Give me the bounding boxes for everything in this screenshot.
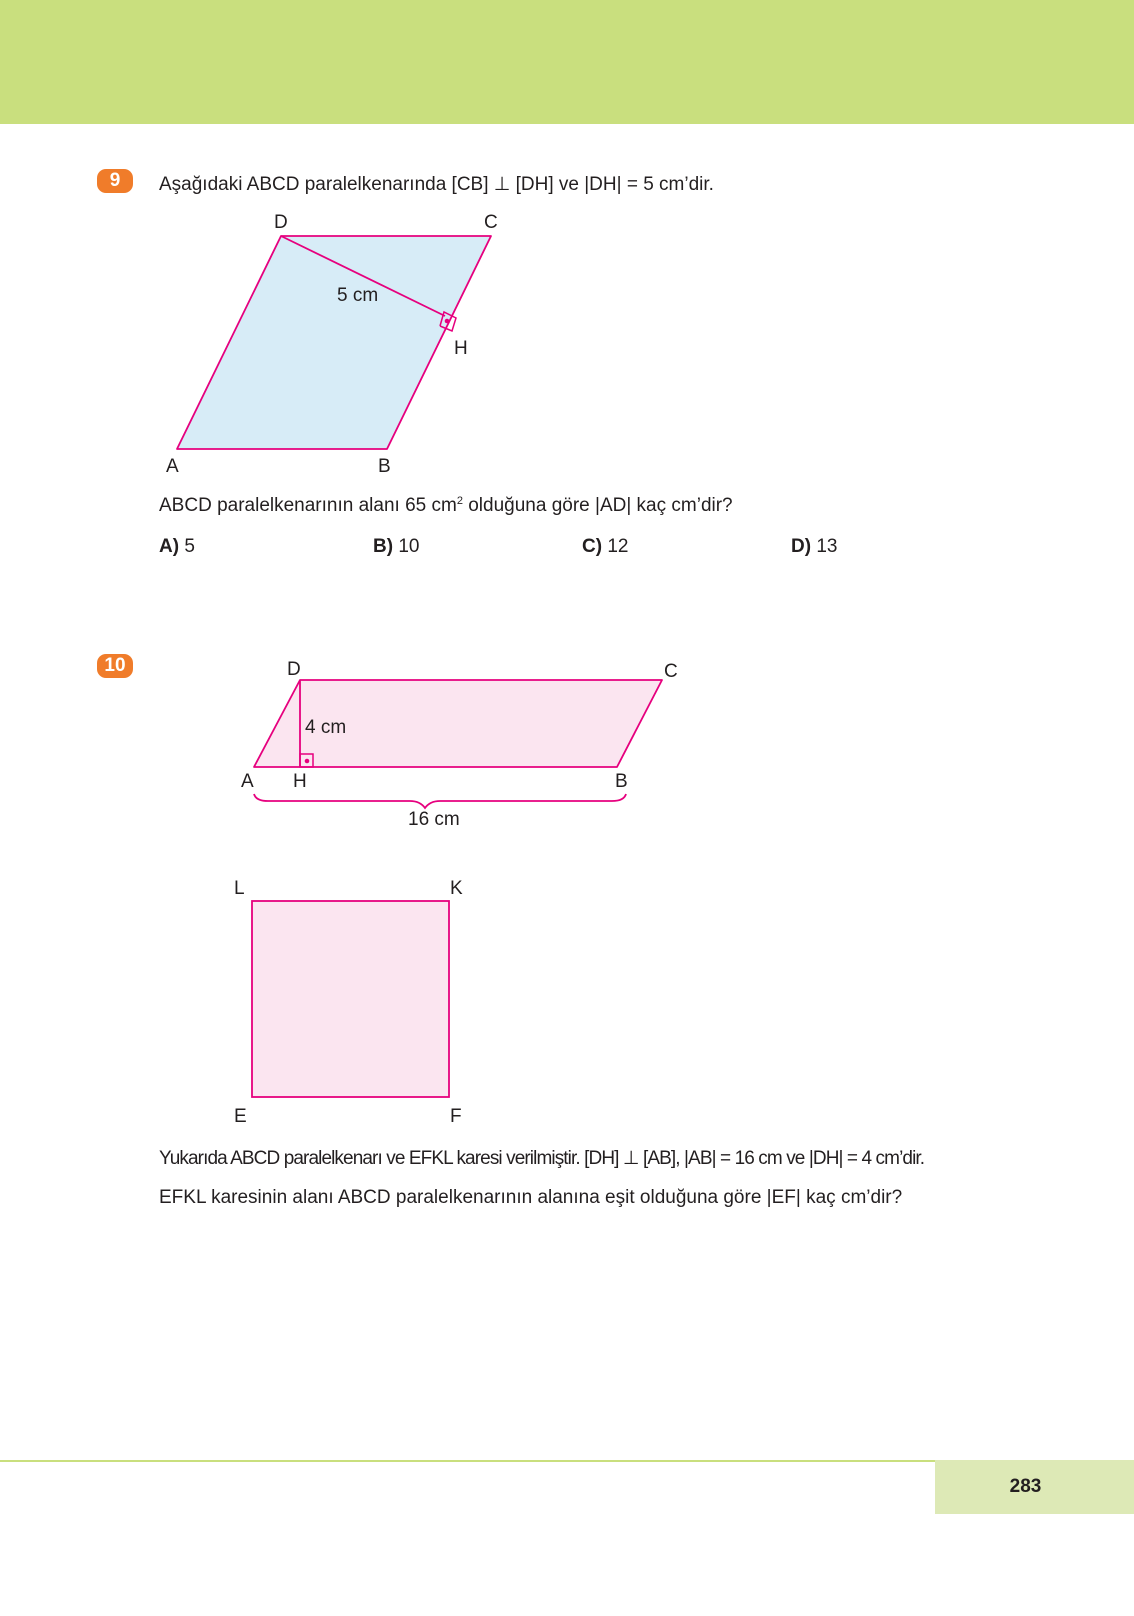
q9-option-d-letter: D) <box>791 536 812 557</box>
q9-parallelogram-figure <box>150 205 510 477</box>
q9-option-b-letter: B) <box>373 536 394 557</box>
q9-option-c[interactable] <box>582 535 628 559</box>
footer-divider <box>0 1460 935 1462</box>
q10-right-angle-dot <box>305 759 310 764</box>
question-10-badge: 10 <box>97 654 133 678</box>
q9-option-a-letter: A) <box>159 536 180 557</box>
q10-label-c: C <box>664 661 678 682</box>
q9-right-angle-dot <box>445 319 450 324</box>
q10-square-figure <box>225 875 515 1135</box>
q9-option-a[interactable] <box>159 535 195 559</box>
q9-label-h: H <box>454 337 468 359</box>
q10-label-d: D <box>287 659 301 680</box>
q10-base-brace <box>254 794 626 808</box>
q10-label-h: H <box>293 771 307 792</box>
q9-label-b: B <box>378 456 391 477</box>
q9-label-d: D <box>274 212 288 233</box>
q9-option-d-value: 13 <box>816 536 838 557</box>
q9-parallelogram <box>177 236 491 449</box>
q9-prompt-part1: ABCD paralelkenarının alanı 65 cm <box>159 495 457 516</box>
question-9-badge: 9 <box>97 169 133 193</box>
question-10-line-2: EFKL karesinin alanı ABCD paralelkenarının alanına eşit olduğuna göre |EF| kaç cm’dir? <box>159 1187 903 1208</box>
q9-option-c-value: 12 <box>607 536 629 557</box>
q9-prompt-superscript: 2 <box>456 495 463 507</box>
q9-prompt-part2: olduğuna göre |AD| kaç cm’dir? <box>462 495 733 516</box>
q9-option-c-letter: C) <box>582 536 603 557</box>
q9-option-a-value: 5 <box>184 536 195 557</box>
q9-option-d[interactable] <box>791 535 837 559</box>
q10-label-f: F <box>450 1106 462 1127</box>
question-10-line-1: Yukarıda ABCD paralelkenarı ve EFKL karesi verilmiştir. [DH] ⊥ [AB], |AB| = 16 cm ve |DH| = 4 cm’dir. <box>159 1148 925 1169</box>
q9-option-b-value: 10 <box>398 536 420 557</box>
q10-label-height: 4 cm <box>305 717 347 738</box>
q9-label-length: 5 cm <box>337 285 379 306</box>
q9-label-c: C <box>484 212 498 233</box>
q10-label-e: E <box>234 1106 247 1127</box>
q10-label-b: B <box>615 771 628 792</box>
q9-label-a: A <box>166 456 179 477</box>
question-9-stem: Aşağıdaki ABCD paralelkenarında [CB] ⊥ [DH] ve |DH| = 5 cm’dir. <box>159 174 714 195</box>
question-9-prompt <box>159 494 733 518</box>
q10-label-k: K <box>450 878 463 899</box>
q10-label-l: L <box>234 878 245 899</box>
q9-option-b[interactable] <box>373 535 419 559</box>
q10-label-base: 16 cm <box>408 809 460 830</box>
top-header-band <box>0 0 1134 124</box>
q10-square <box>252 901 449 1097</box>
page-number: 283 <box>935 1460 1134 1514</box>
q10-parallelogram-figure <box>230 650 690 830</box>
q10-label-a: A <box>241 771 254 792</box>
